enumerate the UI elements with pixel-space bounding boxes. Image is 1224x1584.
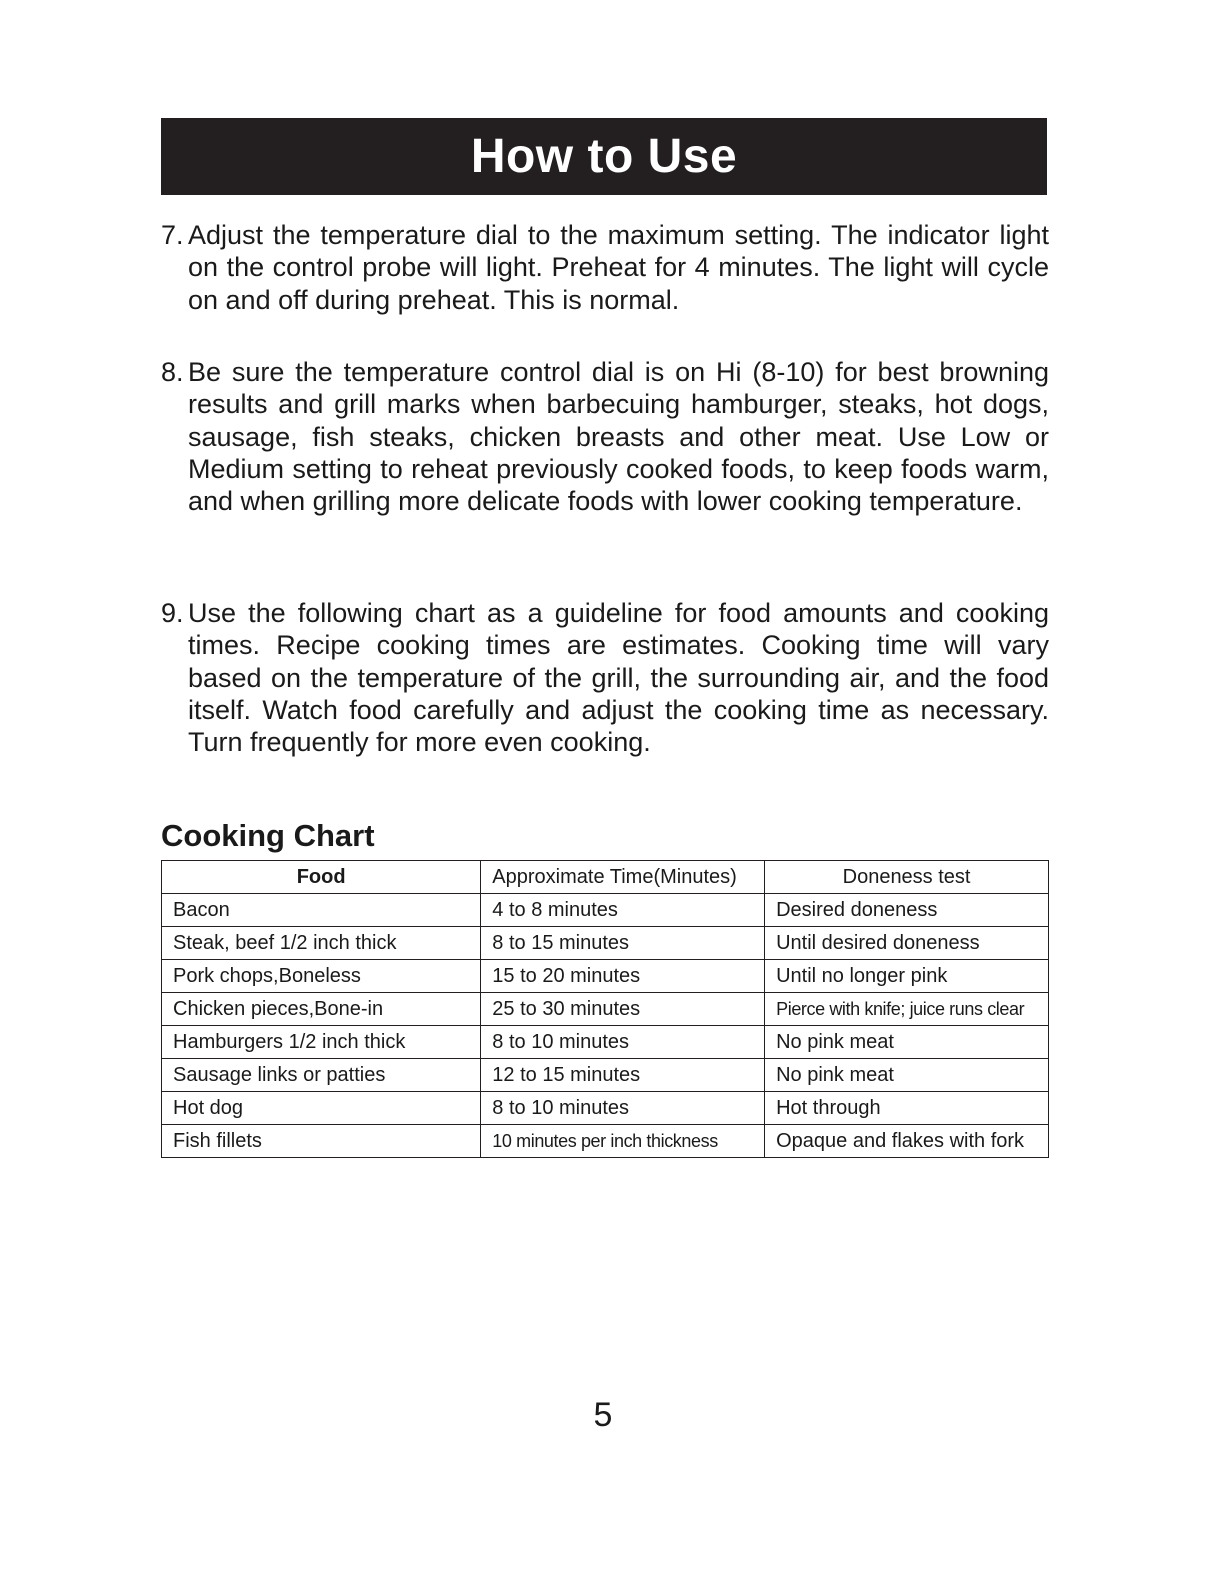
food-cell: Bacon bbox=[162, 894, 481, 927]
food-cell: Sausage links or patties bbox=[162, 1059, 481, 1092]
doneness-cell: Desired doneness bbox=[765, 894, 1049, 927]
cooking-chart-title: Cooking Chart bbox=[161, 818, 375, 853]
column-header-food: Food bbox=[162, 861, 481, 894]
step-number: 9. bbox=[161, 598, 184, 628]
table-header-row bbox=[162, 861, 1049, 894]
cooking-chart-table bbox=[161, 860, 1049, 1158]
table-row bbox=[162, 894, 1049, 927]
time-cell: 25 to 30 minutes bbox=[481, 993, 765, 1026]
table-row bbox=[162, 1125, 1049, 1158]
table-row bbox=[162, 960, 1049, 993]
section-title: How to Use bbox=[470, 130, 738, 183]
time-cell: 10 minutes per inch thickness bbox=[481, 1125, 765, 1158]
step-text: Be sure the temperature control dial is on Hi (8-10) for best browning results and grill marks when barbecuing hamburger, steaks, hot dogs, sausage, fish steaks, chicken breasts and other meat. Use Low or Medium setting to reheat previously cooked foods, to keep foods warm, and when grilling more delicate foods with lower cooking temperature. bbox=[188, 357, 1049, 517]
time-cell: 15 to 20 minutes bbox=[481, 960, 765, 993]
instruction-step-8 bbox=[161, 356, 1049, 517]
step-number: 8. bbox=[161, 357, 184, 387]
food-cell: Hamburgers 1/2 inch thick bbox=[162, 1026, 481, 1059]
table-row bbox=[162, 1092, 1049, 1125]
doneness-cell: Pierce with knife; juice runs clear bbox=[765, 993, 1049, 1026]
time-cell: 12 to 15 minutes bbox=[481, 1059, 765, 1092]
step-number: 7. bbox=[161, 220, 184, 250]
column-header-time: Approximate Time(Minutes) bbox=[481, 861, 765, 894]
page-number: 5 bbox=[593, 1396, 613, 1434]
food-cell: Steak, beef 1/2 inch thick bbox=[162, 927, 481, 960]
time-cell: 8 to 10 minutes bbox=[481, 1026, 765, 1059]
instruction-step-9 bbox=[161, 597, 1049, 758]
doneness-cell: No pink meat bbox=[765, 1059, 1049, 1092]
time-cell: 4 to 8 minutes bbox=[481, 894, 765, 927]
time-cell: 8 to 15 minutes bbox=[481, 927, 765, 960]
table-row bbox=[162, 927, 1049, 960]
step-text: Use the following chart as a guideline for food amounts and cooking times. Recipe cooking times are estimates. Cooking time will vary based on the temperature of the grill, the surrounding air, and the food itself. Watch food carefully and adjust the cooking time as necessary. Turn frequently for more even cooking. bbox=[188, 598, 1049, 758]
instruction-step-7 bbox=[161, 219, 1049, 316]
table-row bbox=[162, 993, 1049, 1026]
table-row bbox=[162, 1059, 1049, 1092]
doneness-cell: No pink meat bbox=[765, 1026, 1049, 1059]
step-text: Adjust the temperature dial to the maximum setting. The indicator light on the control probe will light. Preheat for 4 minutes. The light will cycle on and off during preheat. This is normal. bbox=[188, 220, 1049, 315]
column-header-doneness: Doneness test bbox=[765, 861, 1049, 894]
food-cell: Hot dog bbox=[162, 1092, 481, 1125]
food-cell: Pork chops,Boneless bbox=[162, 960, 481, 993]
table-row bbox=[162, 1026, 1049, 1059]
food-cell: Chicken pieces,Bone-in bbox=[162, 993, 481, 1026]
doneness-cell: Hot through bbox=[765, 1092, 1049, 1125]
doneness-cell: Until no longer pink bbox=[765, 960, 1049, 993]
time-cell: 8 to 10 minutes bbox=[481, 1092, 765, 1125]
food-cell: Fish fillets bbox=[162, 1125, 481, 1158]
doneness-cell: Until desired doneness bbox=[765, 927, 1049, 960]
section-header bbox=[161, 118, 1047, 195]
doneness-cell: Opaque and flakes with fork bbox=[765, 1125, 1049, 1158]
